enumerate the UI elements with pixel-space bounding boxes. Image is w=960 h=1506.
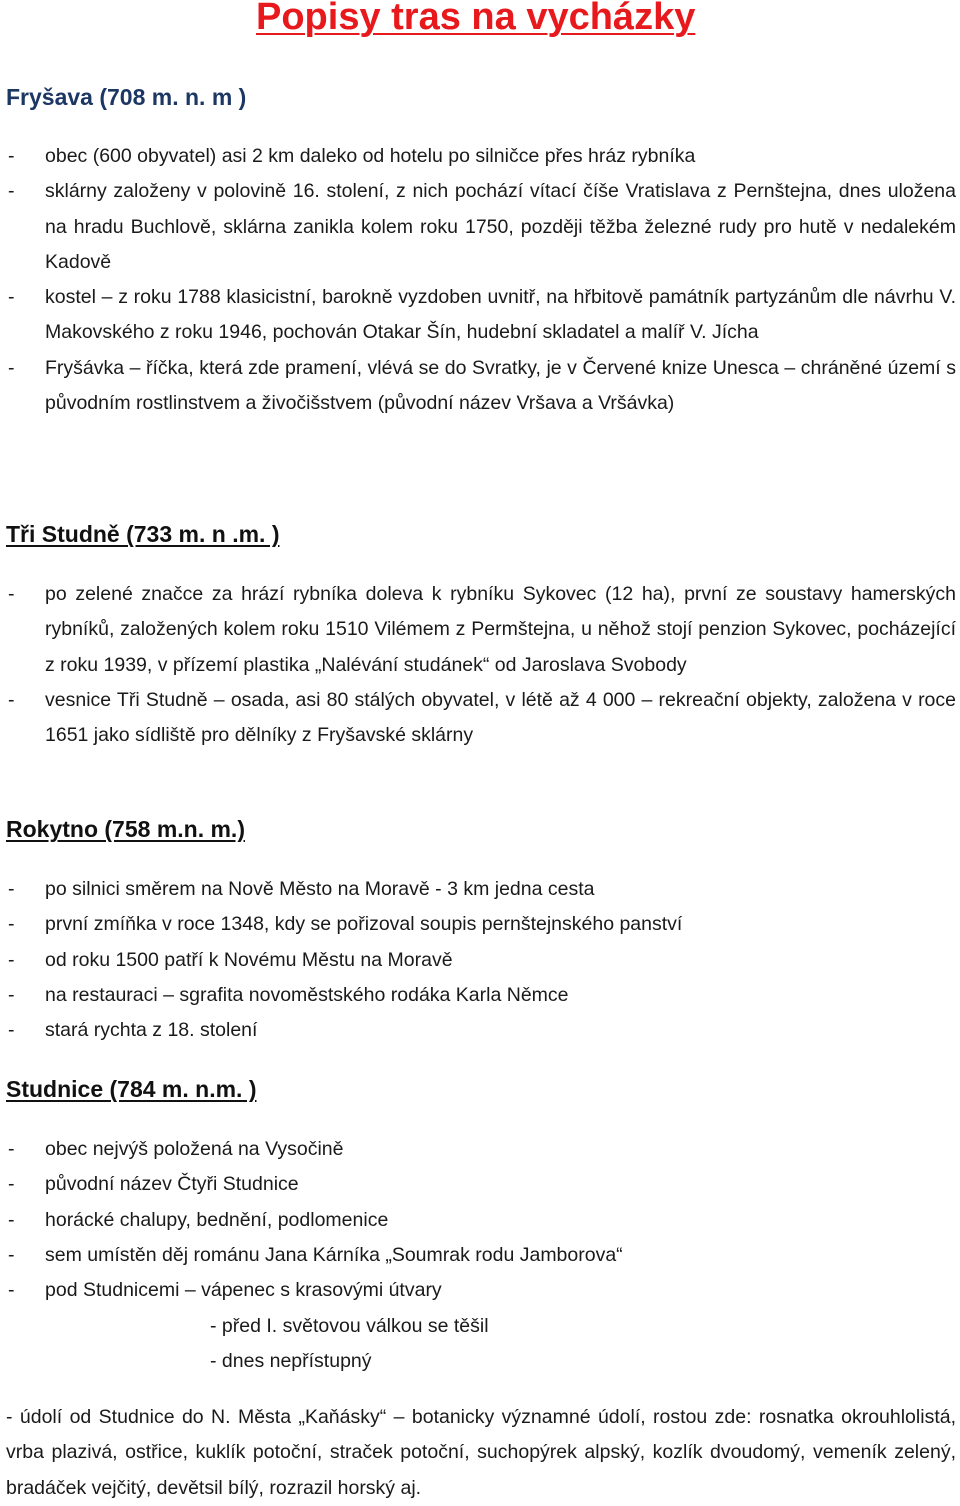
section-heading-frysava: Fryšava (708 m. n. m ) xyxy=(6,84,247,110)
list-item: - sklárny založeny v polovině 16. stolení, z nich pochází vítací číše Vratislava z Pernštejna, dnes uložena na hradu Buchlově, sklárna zanikla kolem roku 1750, později těžba železné rudy pro hutě v nedalekém Kadově xyxy=(6,174,956,280)
list-item: - obec (600 obyvatel) asi 2 km daleko od hotelu po silničce přes hráz rybníka xyxy=(6,139,956,174)
rokytno-list xyxy=(6,872,956,1048)
list-item: - po zelené značce za hrází rybníka doleva k rybníku Sykovec (12 ha), první ze soustavy hamerských rybníků, založených kolem roku 1510 Vilémem z Permštejna, u něhož stojí penzion Sykovec, pocházející z roku 1939, v přízemí plastika „Nalévání studánek“ od Jaroslava Svobody xyxy=(6,577,956,683)
closing-paragraph: - údolí od Studnice do N. Města „Kaňásky“ – botanicky významné údolí, rostou zde: rosnatka okrouhlolistá, vrba plazivá, ostřice, kuklík potoční, straček potoční, suchopýrek alpský, kozlík dvoudomý, vemeník zelený, bradáček vejčitý, devětsil bílý, rozrazil horský aj. xyxy=(6,1406,956,1499)
section-heading-tri-studne: Tři Studně (733 m. n .m. ) xyxy=(6,521,280,547)
list-item: - stará rychta z 18. stolení xyxy=(6,1013,956,1048)
sub-list-item: - před I. světovou válkou se těšil xyxy=(210,1315,489,1337)
tri-studne-list xyxy=(6,577,956,753)
list-item: - Fryšávka – říčka, která zde pramení, vlévá se do Svratky, je v Červené knize Unesca – chráněné území s původním rostlinstvem a živočišstvem (původní název Vršava a Vršávka) xyxy=(6,351,956,422)
list-item: - od roku 1500 patří k Novému Městu na Moravě xyxy=(6,943,956,978)
list-item: - kostel – z roku 1788 klasicistní, barokně vyzdoben uvnitř, na hřbitově památník partyzánům dle návrhu V. Makovského z roku 1946, pochován Otakar Šín, hudební skladatel a malíř V. Jícha xyxy=(6,280,956,351)
list-item: - první zmíňka v roce 1348, kdy se pořizoval soupis pernštejnského panství xyxy=(6,907,956,942)
list-item: - obec nejvýš položená na Vysočině xyxy=(6,1132,956,1167)
list-item: - sem umístěn děj románu Jana Kárníka „Soumrak rodu Jamborova“ xyxy=(6,1238,956,1273)
page-title: Popisy tras na vycházky xyxy=(256,0,696,38)
sub-list-item: - dnes nepřístupný xyxy=(210,1350,372,1372)
list-item: - horácké chalupy, bednění, podlomenice xyxy=(6,1203,956,1238)
section-heading-studnice: Studnice (784 m. n.m. ) xyxy=(6,1076,257,1102)
list-item: - původní název Čtyři Studnice xyxy=(6,1167,956,1202)
list-item: - pod Studnicemi – vápenec s krasovými útvary xyxy=(6,1273,956,1308)
frysava-list xyxy=(6,139,956,421)
list-item: - na restauraci – sgrafita novoměstského rodáka Karla Němce xyxy=(6,978,956,1013)
list-item: - vesnice Tři Studně – osada, asi 80 stálých obyvatel, v létě až 4 000 – rekreační objekty, založena v roce 1651 jako sídliště pro dělníky z Fryšavské sklárny xyxy=(6,683,956,754)
studnice-list xyxy=(6,1132,956,1308)
list-item: - po silnici směrem na Nově Město na Moravě - 3 km jedna cesta xyxy=(6,872,956,907)
section-heading-rokytno: Rokytno (758 m.n. m.) xyxy=(6,816,245,842)
